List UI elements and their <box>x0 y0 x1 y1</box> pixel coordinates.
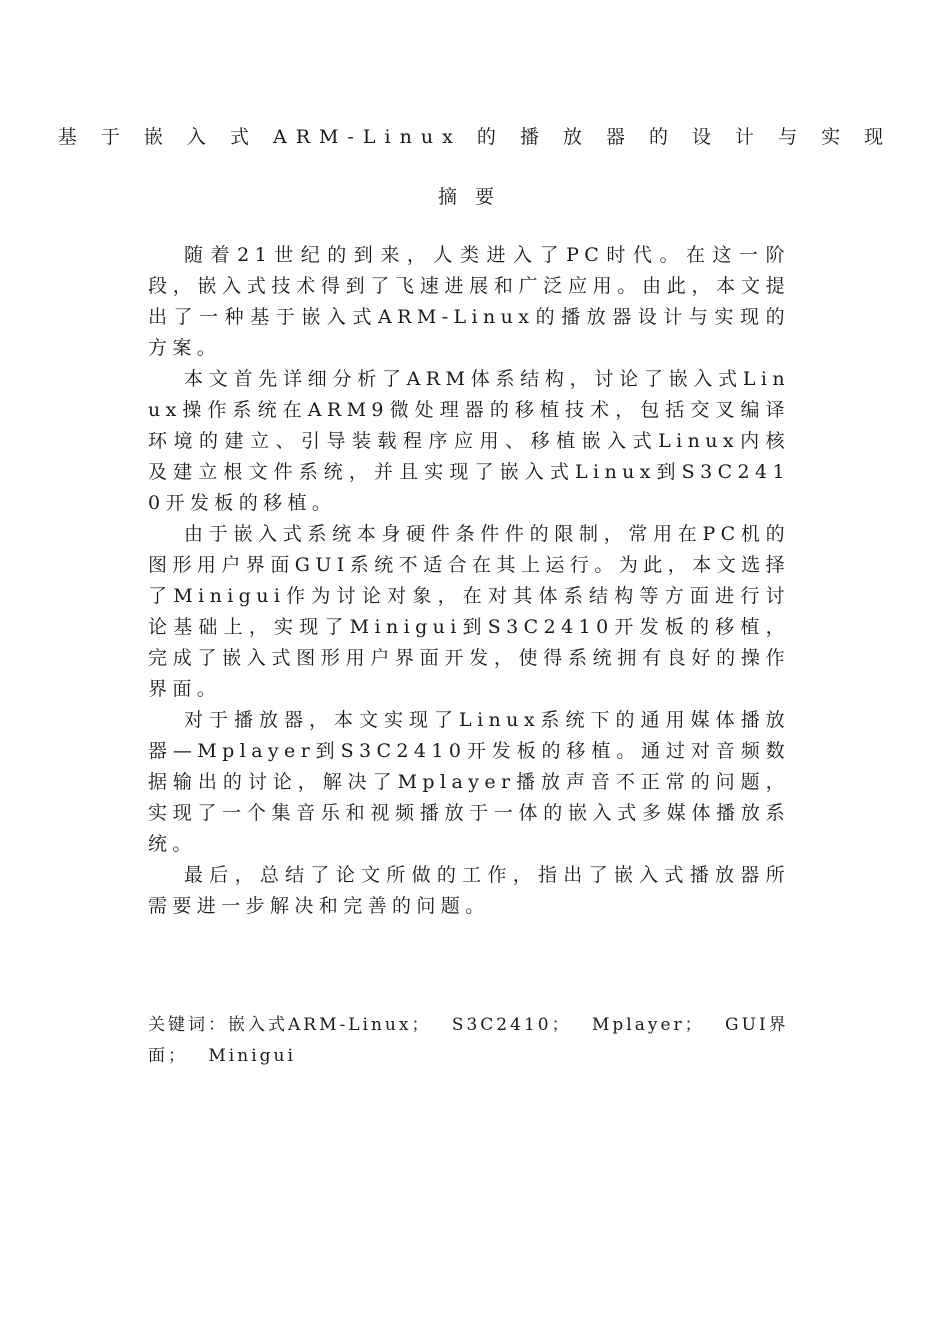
page-title: 基 于 嵌 入 式 ARM-Linux 的 播 放 器 的 设 计 与 实 现 <box>57 126 893 148</box>
abstract-paragraph-3: 由于嵌入式系统本身硬件条件件的限制，常用在PC机的图形用户界面GUI系统不适合在其上运行。为此，本文选择了Minigui作为讨论对象，在对其体系结构等方面进行讨论基础上，实现了Minigui到S3C2410开发板的移植，完成了嵌入式图形用户界面开发，使得系统拥有良好的操作界面。 <box>148 523 790 700</box>
keywords: 关键词：嵌入式ARM-Linux； S3C2410； Mplayer； GUI界面； Minigui <box>148 1015 789 1066</box>
abstract-paragraph-4: 对于播放器，本文实现了Linux系统下的通用媒体播放器—Mplayer到S3C2410开发板的移植。通过对音频数据输出的讨论，解决了Mplayer播放声音不正常的问题，实现了一个集音乐和视频播放于一体的嵌入式多媒体播放系统。 <box>148 709 790 855</box>
abstract-paragraph-2: 本文首先详细分析了ARM体系结构，讨论了嵌入式Linux操作系统在ARM9微处理器的移植技术，包括交叉编译环境的建立、引导装载程序应用、移植嵌入式Linux内核及建立根文件系统，并且实现了嵌入式Linux到S3C2410开发板的移植。 <box>148 368 790 514</box>
abstract-paragraph-1: 随着21世纪的到来，人类进入了PC时代。在这一阶段，嵌入式技术得到了飞速进展和广泛应用。由此，本文提出了一种基于嵌入式ARM-Linux的播放器设计与实现的方案。 <box>148 244 790 359</box>
abstract-heading: 摘要 <box>437 186 512 208</box>
abstract-paragraph-5: 最后，总结了论文所做的工作，指出了嵌入式播放器所需要进一步解决和完善的问题。 <box>148 864 790 917</box>
abstract-body <box>148 240 790 922</box>
